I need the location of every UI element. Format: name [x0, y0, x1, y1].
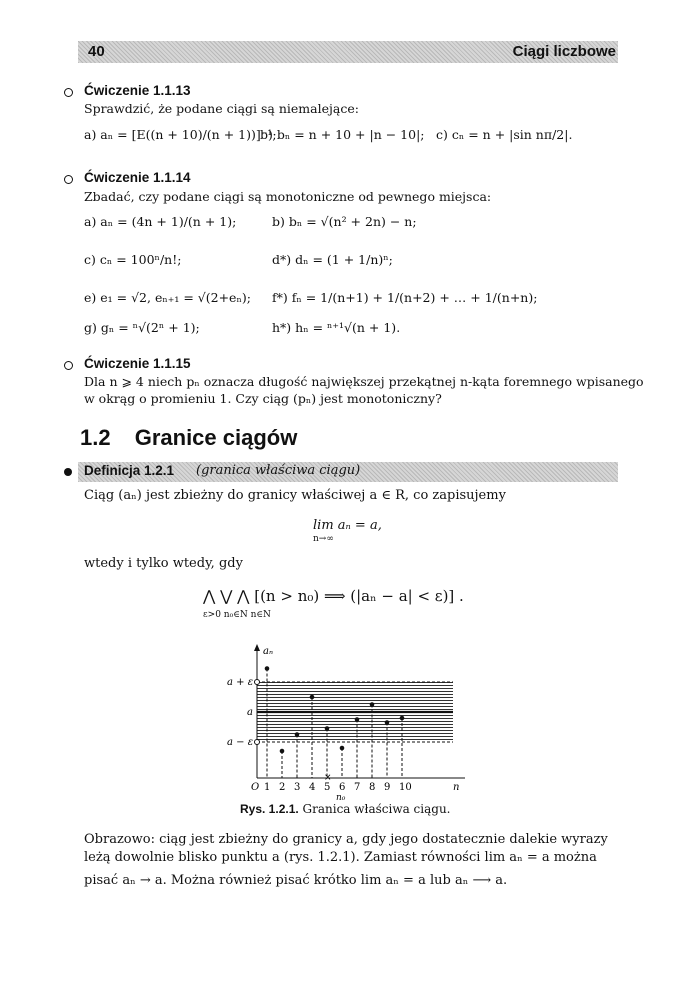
exercise-item: e) e₁ = √2, eₙ₊₁ = √(2+eₙ);: [84, 290, 251, 305]
exercise-item: b) bₙ = n + 10 + |n − 10|;: [260, 127, 425, 142]
exercise-item: h*) hₙ = ⁿ⁺¹√(n + 1).: [272, 320, 401, 335]
section-number: 1.2: [80, 425, 111, 450]
xtick-label: 1: [264, 782, 271, 793]
xtick-label: 10: [399, 782, 412, 793]
definition-label: Definicja 1.2.1: [84, 463, 175, 478]
y-axis-arrow-icon: [254, 644, 260, 651]
sequence-point: [295, 732, 300, 737]
exercise-text: Dla n ⩾ 4 niech pₙ oznacza długość największej przekątnej n-kąta foremnego wpisanego: [84, 374, 644, 389]
exercise-intro: Sprawdzić, że podane ciągi są niemalejące:: [84, 101, 359, 116]
formula-limit-subscript: n→∞: [313, 534, 334, 544]
sequence-point: [310, 695, 315, 700]
xtick-label: 3: [294, 782, 301, 793]
exercise-item: a) aₙ = [E((n + 10)/(n + 1))]⁻¹;: [84, 127, 277, 142]
figure-caption: [240, 802, 451, 816]
section-heading: [80, 425, 297, 451]
sequence-point: [325, 726, 330, 731]
exercise-item: f*) fₙ = 1/(n+1) + 1/(n+2) + … + 1/(n+n);: [272, 290, 538, 305]
page-number: 40: [88, 43, 105, 60]
caption-label: Rys. 1.2.1.: [240, 802, 299, 816]
exercise-bullet-icon: [64, 175, 73, 184]
ytick-label-upper: a + ε: [227, 677, 254, 688]
section-title: Granice ciągów: [134, 425, 298, 450]
definition-parenthetical: (granica właściwa ciągu): [196, 463, 361, 478]
exercise-title: Ćwiczenie 1.1.14: [84, 170, 191, 185]
upper-bound-marker: [255, 680, 260, 685]
xtick-label: 2: [279, 782, 286, 793]
exercise-bullet-icon: [64, 88, 73, 97]
n0-cross-icon: ×: [324, 773, 332, 783]
formula-quantifier-subscripts: ε>0 n₀∈N n∈N: [203, 610, 271, 620]
ytick-label-limit: a: [247, 707, 253, 718]
definition-text: wtedy i tylko wtedy, gdy: [84, 556, 243, 571]
xtick-label: 6: [339, 782, 346, 793]
n0-marker-label: n₀: [336, 793, 346, 800]
sequence-point: [340, 746, 345, 751]
paragraph-line: leżą dowolnie blisko punktu a (rys. 1.2.1). Zamiast równości lim aₙ = a można: [84, 850, 597, 865]
xtick-label: 4: [309, 782, 316, 793]
exercise-item: b) bₙ = √(n² + 2n) − n;: [272, 214, 417, 229]
exercise-item: c) cₙ = 100ⁿ/n!;: [84, 252, 182, 267]
sequence-point: [385, 720, 390, 725]
sequence-point: [280, 749, 285, 754]
lower-bound-marker: [255, 740, 260, 745]
sequence-point: [355, 717, 360, 722]
x-axis-label: n: [453, 782, 460, 793]
exercise-item: a) aₙ = (4n + 1)/(n + 1);: [84, 214, 237, 229]
exercise-item: g) gₙ = ⁿ√(2ⁿ + 1);: [84, 320, 200, 335]
xtick-label: 7: [354, 782, 361, 793]
exercise-title: Ćwiczenie 1.1.13: [84, 83, 191, 98]
formula-limit: lim aₙ = a,: [313, 518, 382, 533]
definition-text: Ciąg (aₙ) jest zbieżny do granicy właściwej a ∈ R, co zapisujemy: [84, 488, 506, 503]
paragraph-line: pisać aₙ → a. Można również pisać krótko lim aₙ = a lub aₙ ⟶ a.: [84, 873, 508, 888]
exercise-title: Ćwiczenie 1.1.15: [84, 356, 191, 371]
exercise-item: d*) dₙ = (1 + 1/n)ⁿ;: [272, 252, 393, 267]
exercise-intro: Zbadać, czy podane ciągi są monotoniczne od pewnego miejsca:: [84, 189, 492, 204]
exercise-text: w okrąg o promieniu 1. Czy ciąg (pₙ) jest monotoniczny?: [84, 391, 442, 406]
sequence-point: [265, 666, 270, 671]
sequence-point: [400, 716, 405, 721]
exercise-bullet-icon: [64, 361, 73, 370]
definition-bullet-icon: [64, 468, 72, 476]
sequence-point: [370, 702, 375, 707]
xtick-label: 8: [369, 782, 376, 793]
y-axis-label: aₙ: [263, 646, 274, 657]
xtick-label: 9: [384, 782, 391, 793]
origin-label: O: [251, 782, 260, 793]
xtick-label: 5: [324, 782, 331, 793]
paragraph-line: Obrazowo: ciąg jest zbieżny do granicy a, gdy jego dostatecznie dalekie wyrazy: [84, 832, 608, 847]
formula-epsilon-condition: ⋀ ⋁ ⋀ [(n > n₀) ⟹ (|aₙ − a| < ε)] .: [203, 587, 464, 605]
ytick-label-lower: a − ε: [227, 737, 254, 748]
caption-text: Granica właściwa ciągu.: [302, 802, 451, 816]
exercise-item: c) cₙ = n + |sin nπ/2|.: [436, 127, 573, 142]
running-title: Ciągi liczbowe: [512, 43, 616, 60]
convergence-figure: [225, 640, 475, 800]
